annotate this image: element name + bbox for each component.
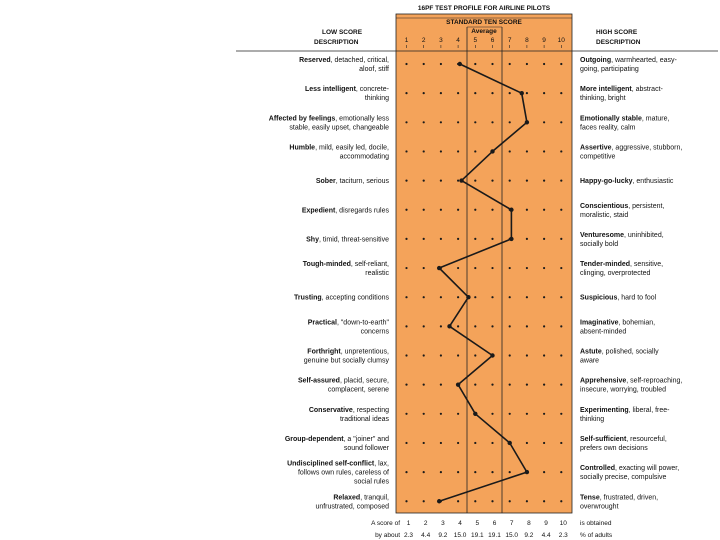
grid-dot [543, 296, 545, 298]
low-score-description: Group-dependent, a "joiner" and [284, 435, 389, 443]
grid-dot [560, 63, 562, 65]
x-tick-label: 10 [557, 37, 565, 44]
low-score-description: Affected by feelings, emotionally less [268, 115, 389, 123]
footer-row1-suffix: is obtained [580, 520, 612, 527]
grid-dot [457, 121, 459, 123]
grid-dot [560, 471, 562, 473]
low-score-description: Self-assured, placid, secure, [297, 377, 389, 385]
grid-dot [560, 150, 562, 152]
low-score-description: Tough-minded, self-reliant, [302, 261, 389, 269]
grid-dot [423, 471, 425, 473]
grid-dot [560, 413, 562, 415]
grid-dot [440, 296, 442, 298]
grid-dot [491, 384, 493, 386]
footer-row2-label: by about [375, 532, 400, 539]
low-score-description: stable, easily upset, changeable [289, 124, 389, 132]
grid-dot [423, 384, 425, 386]
profile-point [437, 266, 441, 270]
grid-dot [457, 209, 459, 211]
grid-dot [509, 296, 511, 298]
grid-dot [474, 267, 476, 269]
footer-score-value: 2 [423, 520, 428, 527]
footer-row1-label: A score of [371, 520, 400, 527]
grid-dot [405, 267, 407, 269]
profile-point [466, 295, 470, 299]
low-score-description: accommodating [339, 153, 389, 161]
grid-dot [440, 354, 442, 356]
grid-dot [526, 92, 528, 94]
grid-dot [509, 121, 511, 123]
grid-dot [474, 180, 476, 182]
grid-dot [491, 471, 493, 473]
grid-dot [405, 121, 407, 123]
grid-dot [440, 413, 442, 415]
low-score-description: unfrustrated, composed [315, 503, 389, 511]
grid-dot [405, 296, 407, 298]
profile-point [509, 237, 513, 241]
x-tick-label: 5 [473, 37, 478, 44]
grid-dot [457, 92, 459, 94]
grid-dot [560, 442, 562, 444]
grid-dot [560, 296, 562, 298]
grid-dot [526, 354, 528, 356]
grid-dot [474, 442, 476, 444]
footer-percent-value: 15.0 [453, 532, 467, 539]
grid-dot [423, 267, 425, 269]
high-score-description: Outgoing, warmhearted, easy- [580, 57, 677, 64]
profile-point [458, 62, 462, 66]
high-score-description: competitive [580, 153, 616, 161]
high-score-description: absent-minded [580, 328, 627, 336]
profile-point [525, 120, 529, 124]
high-score-description: insecure, worrying, troubled [580, 386, 666, 394]
grid-dot [405, 238, 407, 240]
footer-percent-value: 4.4 [541, 532, 551, 539]
right-header-line2: DESCRIPTION [596, 39, 641, 46]
grid-dot [457, 180, 459, 182]
profile-point [508, 441, 512, 445]
low-score-description: Less intelligent, concrete- [304, 86, 389, 94]
low-score-description: traditional ideas [339, 415, 389, 423]
grid-dot [526, 267, 528, 269]
grid-dot [560, 92, 562, 94]
high-score-description: Tense, frustrated, driven, [580, 494, 659, 502]
high-score-description: Assertive, aggressive, stubborn, [580, 144, 683, 152]
high-score-description: Emotionally stable, mature, [580, 115, 670, 123]
grid-dot [457, 471, 459, 473]
grid-dot [543, 121, 545, 123]
x-tick-label: 8 [525, 37, 529, 44]
grid-dot [491, 121, 493, 123]
high-score-description: thinking [580, 415, 605, 423]
footer-score-value: 6 [492, 520, 497, 527]
grid-dot [543, 180, 545, 182]
low-score-description: Forthright, unpretentious, [307, 348, 389, 356]
high-score-description: socially precise, compulsive [580, 474, 667, 482]
grid-dot [405, 500, 407, 502]
grid-dot [560, 121, 562, 123]
right-header-line1: HIGH SCORE [596, 29, 638, 36]
grid-dot [405, 354, 407, 356]
grid-dot [526, 180, 528, 182]
low-score-description: Sober, taciturn, serious [315, 178, 389, 186]
low-score-description: Relaxed, tranquil, [333, 494, 389, 502]
grid-dot [440, 121, 442, 123]
grid-dot [543, 238, 545, 240]
footer-percent-value: 9.2 [438, 532, 448, 539]
footer-score-value: 4 [458, 520, 462, 527]
grid-dot [457, 413, 459, 415]
grid-dot [526, 442, 528, 444]
low-score-description: Undisciplined self-conflict, lax, [287, 460, 389, 468]
grid-dot [423, 442, 425, 444]
high-score-description: Venturesome, uninhibited, [580, 231, 664, 239]
high-score-description: clinging, overprotected [580, 270, 651, 278]
low-score-description: Humble, mild, easily led, docile, [289, 144, 389, 152]
grid-dot [509, 92, 511, 94]
footer-percent-value: 2.3 [403, 532, 414, 539]
grid-dot [491, 238, 493, 240]
grid-dot [405, 92, 407, 94]
x-tick-label: 7 [507, 37, 512, 44]
x-tick-label: 2 [421, 37, 426, 44]
grid-dot [526, 325, 528, 327]
grid-dot [440, 63, 442, 65]
grid-dot [526, 63, 528, 65]
grid-dot [560, 267, 562, 269]
footer-score-value: 7 [509, 520, 514, 527]
low-score-description: sound follower [343, 444, 389, 452]
grid-dot [405, 150, 407, 152]
grid-dot [440, 238, 442, 240]
scale-label: STANDARD TEN SCORE [446, 19, 522, 26]
footer-percent-value: 4.4 [421, 532, 431, 539]
grid-dot [543, 325, 545, 327]
grid-dot [457, 442, 459, 444]
high-score-description: socially bold [580, 240, 619, 248]
x-tick-label: 4 [456, 37, 460, 44]
grid-dot [440, 150, 442, 152]
grid-dot [491, 296, 493, 298]
high-score-description: Controlled, exacting will power, [580, 465, 680, 473]
grid-dot [491, 63, 493, 65]
low-score-description: complacent, serene [327, 386, 389, 394]
high-score-description: More intelligent, abstract- [580, 86, 663, 94]
score-panel-bg [396, 14, 572, 513]
high-score-description: Suspicious, hard to fool [580, 294, 657, 302]
footer-row2-suffix: % of adults [580, 532, 613, 539]
grid-dot [509, 150, 511, 152]
grid-dot [526, 209, 528, 211]
grid-dot [474, 92, 476, 94]
grid-dot [509, 325, 511, 327]
grid-dot [560, 354, 562, 356]
grid-dot [457, 267, 459, 269]
high-score-description: aware [580, 357, 600, 365]
profile-point [456, 382, 460, 386]
grid-dot [440, 325, 442, 327]
grid-dot [474, 471, 476, 473]
distribution-footer [371, 520, 613, 539]
grid-dot [440, 180, 442, 182]
grid-dot [543, 354, 545, 356]
grid-dot [526, 500, 528, 502]
profile-point [520, 91, 524, 95]
low-score-description: concerns [360, 328, 389, 336]
high-score-description: thinking, bright [580, 95, 626, 103]
grid-dot [405, 442, 407, 444]
profile-point [509, 208, 513, 212]
grid-dot [423, 92, 425, 94]
left-header-line2: DESCRIPTION [314, 39, 359, 46]
high-score-description: Experimenting, liberal, free- [580, 406, 670, 414]
high-score-description: overwrought [580, 503, 619, 511]
grid-dot [474, 121, 476, 123]
grid-dot [491, 92, 493, 94]
x-tick-label: 1 [404, 37, 409, 44]
footer-score-value: 9 [544, 520, 548, 527]
left-header-line1: LOW SCORE [322, 29, 363, 36]
profile-point [490, 149, 494, 153]
grid-dot [509, 384, 511, 386]
grid-dot [526, 384, 528, 386]
grid-dot [405, 471, 407, 473]
grid-dot [526, 413, 528, 415]
grid-dot [423, 413, 425, 415]
grid-dot [526, 296, 528, 298]
grid-dot [474, 384, 476, 386]
grid-dot [491, 209, 493, 211]
high-score-description: Astute, polished, socially [580, 348, 659, 356]
grid-dot [474, 500, 476, 502]
grid-dot [543, 384, 545, 386]
grid-dot [457, 238, 459, 240]
grid-dot [509, 413, 511, 415]
grid-dot [491, 442, 493, 444]
grid-dot [423, 354, 425, 356]
footer-percent-value: 15.0 [505, 532, 519, 539]
grid-dot [543, 442, 545, 444]
grid-dot [474, 209, 476, 211]
grid-dot [440, 92, 442, 94]
profile-point [525, 470, 529, 474]
grid-dot [474, 325, 476, 327]
footer-score-value: 10 [559, 520, 567, 527]
low-score-description: aloof, stiff [359, 66, 389, 73]
grid-dot [509, 267, 511, 269]
grid-dot [457, 500, 459, 502]
grid-dot [560, 238, 562, 240]
low-score-description: social rules [353, 478, 389, 486]
high-score-description: prefers own decisions [580, 444, 648, 452]
profile-point [473, 412, 477, 416]
grid-dot [423, 180, 425, 182]
grid-dot [440, 442, 442, 444]
grid-dot [423, 150, 425, 152]
low-score-description: follows own rules, careless of [297, 469, 389, 477]
footer-score-value: 3 [441, 520, 445, 527]
grid-dot [474, 296, 476, 298]
grid-dot [405, 63, 407, 65]
high-score-description: faces reality, calm [580, 124, 636, 132]
grid-dot [423, 325, 425, 327]
grid-dot [560, 500, 562, 502]
grid-dot [405, 384, 407, 386]
low-score-description: thinking [364, 95, 389, 103]
footer-percent-value: 19.1 [488, 532, 501, 539]
grid-dot [543, 150, 545, 152]
grid-dot [560, 384, 562, 386]
x-tick-label: 3 [439, 37, 443, 44]
grid-dot [457, 296, 459, 298]
grid-dot [423, 63, 425, 65]
footer-percent-value: 2.3 [558, 532, 568, 539]
low-score-description: Reserved, detached, critical, [299, 57, 389, 64]
grid-dot [423, 238, 425, 240]
grid-dot [543, 471, 545, 473]
footer-percent-value: 9.2 [524, 532, 534, 539]
low-score-description: genuine but socially clumsy [303, 357, 389, 365]
grid-dot [509, 63, 511, 65]
grid-dot [474, 238, 476, 240]
grid-dot [543, 63, 545, 65]
low-score-description: Shy, timid, threat-sensitive [306, 236, 389, 244]
grid-dot [474, 150, 476, 152]
grid-dot [440, 471, 442, 473]
grid-dot [560, 325, 562, 327]
grid-dot [543, 500, 545, 502]
grid-dot [423, 500, 425, 502]
grid-dot [457, 325, 459, 327]
average-label: Average [471, 28, 497, 35]
profile-point [437, 499, 441, 503]
grid-dot [457, 150, 459, 152]
grid-dot [526, 238, 528, 240]
grid-dot [543, 209, 545, 211]
grid-dot [560, 209, 562, 211]
grid-dot [509, 354, 511, 356]
chart-title: 16PF TEST PROFILE FOR AIRLINE PILOTS [417, 5, 551, 12]
grid-dot [491, 180, 493, 182]
grid-dot [457, 354, 459, 356]
grid-dot [491, 325, 493, 327]
grid-dot [560, 180, 562, 182]
grid-dot [423, 209, 425, 211]
low-score-description: realistic [365, 270, 389, 278]
footer-score-value: 5 [475, 520, 480, 527]
grid-dot [440, 209, 442, 211]
grid-dot [474, 63, 476, 65]
grid-dot [509, 500, 511, 502]
profile-point [490, 353, 494, 357]
high-score-description: Apprehensive, self-reproaching, [580, 377, 683, 385]
grid-dot [509, 471, 511, 473]
grid-dot [491, 500, 493, 502]
low-score-description: Expedient, disregards rules [301, 207, 389, 215]
grid-dot [405, 325, 407, 327]
footer-score-value: 1 [406, 520, 411, 527]
grid-dot [543, 92, 545, 94]
high-score-description: Conscientious, persistent, [580, 202, 665, 210]
grid-dot [423, 121, 425, 123]
grid-dot [405, 413, 407, 415]
grid-dot [543, 413, 545, 415]
high-score-description: Imaginative, bohemian, [580, 319, 656, 327]
low-score-description: Trusting, accepting conditions [294, 294, 389, 302]
low-score-description: Conservative, respecting [308, 406, 389, 414]
grid-dot [405, 209, 407, 211]
grid-dot [423, 296, 425, 298]
high-score-description: Tender-minded, sensitive, [580, 261, 664, 269]
high-score-description: Happy-go-lucky, enthusiastic [580, 178, 674, 186]
grid-dot [405, 180, 407, 182]
grid-dot [474, 354, 476, 356]
grid-dot [526, 150, 528, 152]
x-tick-label: 6 [490, 37, 495, 44]
profile-point [447, 324, 451, 328]
low-score-description: Practical, "down-to-earth" [307, 319, 389, 327]
footer-percent-value: 19.1 [470, 532, 484, 539]
high-score-description: moralistic, staid [580, 211, 629, 219]
grid-dot [440, 384, 442, 386]
grid-dot [543, 267, 545, 269]
footer-score-value: 8 [527, 520, 531, 527]
grid-dot [491, 267, 493, 269]
grid-dot [491, 413, 493, 415]
high-score-description: going, participating [580, 66, 639, 73]
profile-point [459, 178, 463, 182]
grid-dot [509, 180, 511, 182]
x-tick-label: 9 [542, 37, 546, 44]
high-score-description: Self-sufficient, resourceful, [580, 435, 667, 443]
